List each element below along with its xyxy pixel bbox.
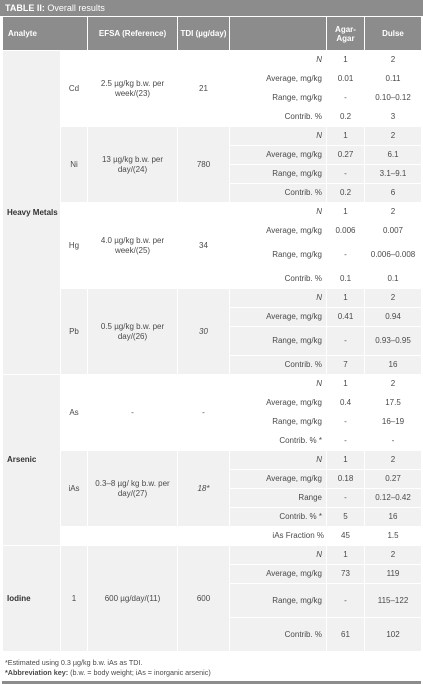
cell-value: 2 [365, 451, 422, 470]
label-range: Range, mg/kg [230, 327, 327, 356]
cell-value: 2 [365, 127, 422, 146]
tdi-iodine: 600 [178, 546, 230, 652]
cell-value: 0.10–0.12 [365, 89, 422, 108]
footnotes [0, 652, 423, 678]
cell-value: 3 [365, 108, 422, 127]
cell-value: 0.2 [327, 108, 365, 127]
header-agar: Agar-Agar [327, 17, 365, 51]
header-analyte: Analyte [3, 17, 88, 51]
cell-value: 0.4 [327, 394, 365, 413]
header-row [3, 17, 422, 51]
label-ias-fraction: iAs Fraction % [61, 527, 327, 546]
label-avg: Average, mg/kg [230, 394, 327, 413]
cell-value: 73 [327, 565, 365, 584]
cell-value: 2 [365, 51, 422, 70]
cell-value: 2 [365, 375, 422, 394]
cell-value: 7 [327, 356, 365, 375]
cell-value: 6 [365, 184, 422, 203]
cell-value: 0.27 [365, 470, 422, 489]
cell-value: - [327, 584, 365, 618]
label-avg: Average, mg/kg [230, 308, 327, 327]
header-efsa: EFSA (Reference) [88, 17, 178, 51]
cell-value: 0.18 [327, 470, 365, 489]
label-range: Range [230, 489, 327, 508]
cell-value: - [327, 89, 365, 108]
cell-value: 1 [327, 451, 365, 470]
label-n: N [230, 127, 327, 146]
label-n: N [230, 375, 327, 394]
label-range: Range, mg/kg [230, 413, 327, 432]
cell-value: 1 [327, 375, 365, 394]
label-n: N [230, 289, 327, 308]
cell-value: 115–122 [365, 584, 422, 618]
cell-value: 0.93–0.95 [365, 327, 422, 356]
label-n: N [230, 546, 327, 565]
analyte-ias: iAs [61, 451, 88, 527]
label-contrib: Contrib. % [230, 108, 327, 127]
table-row [3, 375, 422, 394]
cell-value: 16 [365, 508, 422, 527]
table-number: TABLE II: [5, 3, 45, 13]
efsa-hg: 4.0 µg/kg b.w. per week/(25) [88, 203, 178, 289]
analyte-pb: Pb [61, 289, 88, 375]
cell-value: 0.12–0.42 [365, 489, 422, 508]
analyte-cd: Cd [61, 51, 88, 127]
header-tdi: TDI (µg/day) [178, 17, 230, 51]
cell-value: - [327, 432, 365, 451]
label-contrib: Contrib. % [230, 184, 327, 203]
efsa-cd: 2.5 µg/kg b.w. per week/(23) [88, 51, 178, 127]
cell-value: - [365, 432, 422, 451]
efsa-ias: 0.3–8 µg/ kg b.w. per day/(27) [88, 451, 178, 527]
tdi-pb: 30 [178, 289, 230, 375]
table-caption: Overall results [47, 3, 105, 13]
tdi-cd: 21 [178, 51, 230, 127]
cell-value: 0.1 [327, 270, 365, 289]
cell-value: 102 [365, 618, 422, 652]
label-avg: Average, mg/kg [230, 565, 327, 584]
label-avg: Average, mg/kg [230, 470, 327, 489]
cell-value: 0.006 [327, 222, 365, 241]
table-row [3, 51, 422, 70]
analyte-hg: Hg [61, 203, 88, 289]
label-avg: Average, mg/kg [230, 70, 327, 89]
label-range: Range, mg/kg [230, 165, 327, 184]
label-range: Range, mg/kg [230, 584, 327, 618]
analyte-ni: Ni [61, 127, 88, 203]
label-n: N [230, 51, 327, 70]
table-row [3, 527, 422, 546]
cell-value: 2 [365, 203, 422, 222]
analyte-iodine: 1 [61, 546, 88, 652]
cell-value: 17.5 [365, 394, 422, 413]
label-n: N [230, 203, 327, 222]
cell-value: 0.27 [327, 146, 365, 165]
cell-value: 0.41 [327, 308, 365, 327]
label-contrib: Contrib. % * [230, 432, 327, 451]
cell-value: - [327, 413, 365, 432]
cell-value: 0.007 [365, 222, 422, 241]
label-contrib: Contrib. % [230, 356, 327, 375]
tdi-as: - [178, 375, 230, 451]
table-row [3, 203, 422, 222]
cell-value: 1 [327, 546, 365, 565]
cell-value: 1 [327, 203, 365, 222]
cell-value: 16–19 [365, 413, 422, 432]
group-arsenic: Arsenic [3, 375, 61, 546]
label-range: Range, mg/kg [230, 241, 327, 270]
cell-value: 0.2 [327, 184, 365, 203]
cell-value: 3.1–9.1 [365, 165, 422, 184]
table-row [3, 289, 422, 308]
tdi-ni: 780 [178, 127, 230, 203]
group-iodine: Iodine [3, 546, 61, 652]
tdi-hg: 34 [178, 203, 230, 289]
cell-value: 45 [327, 527, 365, 546]
label-n: N [230, 451, 327, 470]
cell-value: 1 [327, 289, 365, 308]
cell-value: 61 [327, 618, 365, 652]
cell-value: 0.11 [365, 70, 422, 89]
table-row [3, 451, 422, 470]
table-row [3, 546, 422, 565]
footnote-abbrev-label: *Abbreviation key: [5, 668, 69, 677]
results-table [2, 16, 422, 652]
cell-value: 2 [365, 289, 422, 308]
cell-value: 1 [327, 51, 365, 70]
label-contrib: Contrib. % [230, 270, 327, 289]
label-avg: Average, mg/kg [230, 146, 327, 165]
cell-value: 2 [365, 546, 422, 565]
efsa-ni: 13 µg/kg b.w. per day/(24) [88, 127, 178, 203]
cell-value: - [327, 165, 365, 184]
cell-value: 0.1 [365, 270, 422, 289]
header-blank [230, 17, 327, 51]
cell-value: 5 [327, 508, 365, 527]
cell-value: 1 [327, 127, 365, 146]
cell-value: 0.94 [365, 308, 422, 327]
label-range: Range, mg/kg [230, 89, 327, 108]
analyte-as: As [61, 375, 88, 451]
label-contrib: Contrib. % * [230, 508, 327, 527]
cell-value: 0.01 [327, 70, 365, 89]
cell-value: 0.006–0.008 [365, 241, 422, 270]
cell-value: - [327, 489, 365, 508]
footnote-abbreviations [5, 668, 423, 678]
efsa-as: - [88, 375, 178, 451]
group-heavy-metals: Heavy Metals [3, 51, 61, 375]
tdi-ias: 18* [178, 451, 230, 527]
footnote-abbrev-text: (b.w. = body weight; iAs = inorganic arsenic) [68, 668, 211, 677]
label-contrib: Contrib. % [230, 618, 327, 652]
header-dulse: Dulse [365, 17, 422, 51]
efsa-pb: 0.5 µg/kg b.w. per day/(26) [88, 289, 178, 375]
cell-value: - [327, 327, 365, 356]
table-row [3, 127, 422, 146]
cell-value: 16 [365, 356, 422, 375]
footnote-tdi: *Estimated using 0.3 µg/kg b.w. iAs as TDI. [5, 658, 143, 667]
cell-value: 1.5 [365, 527, 422, 546]
efsa-iodine: 600 µg/day/(11) [88, 546, 178, 652]
cell-value: 119 [365, 565, 422, 584]
cell-value: 6.1 [365, 146, 422, 165]
label-avg: Average, mg/kg [230, 222, 327, 241]
table-title [0, 0, 423, 16]
cell-value: - [327, 241, 365, 270]
